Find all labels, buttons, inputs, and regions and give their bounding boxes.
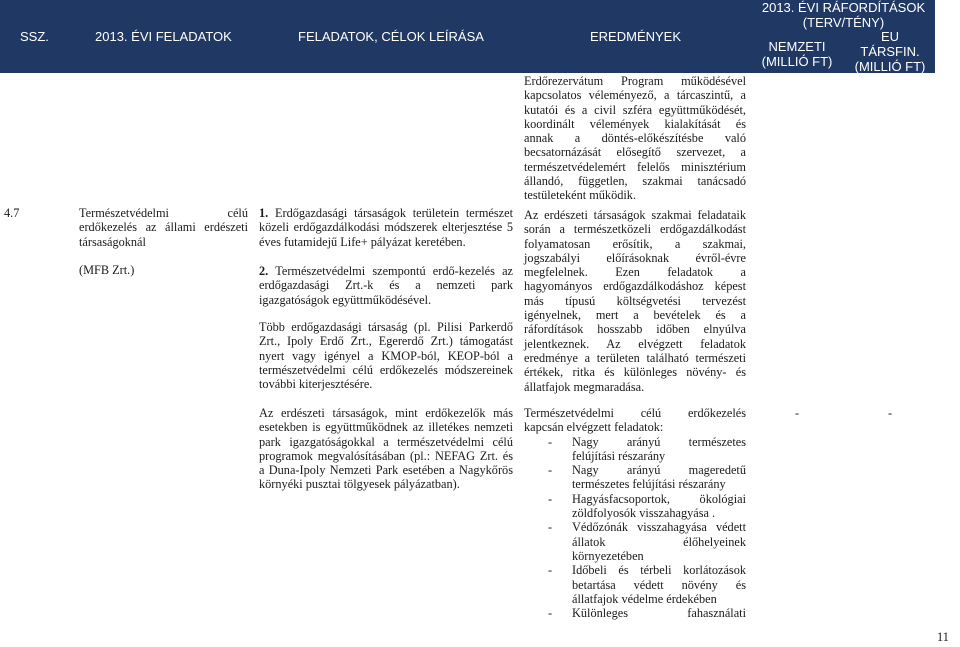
text-line: állatfajok védelme érdekében bbox=[572, 591, 717, 606]
text-line: nyert vagy igényel a KMOP-ból, KEOP-ból a bbox=[259, 348, 513, 363]
item-number: 1. bbox=[259, 206, 269, 220]
row1-results bbox=[524, 74, 746, 203]
list-item bbox=[524, 435, 746, 464]
text-line: erdőgazdasági Zrt.-k és a nemzeti park bbox=[259, 278, 513, 293]
list-item bbox=[524, 520, 746, 563]
text-line: további kiterjesztésére. bbox=[259, 377, 373, 392]
text-line: Védőzónák visszahagyása védett bbox=[572, 520, 746, 535]
list-item-text bbox=[572, 563, 746, 606]
text-line bbox=[259, 206, 513, 220]
list-item bbox=[524, 606, 746, 620]
text-line: Nagy arányú természetes bbox=[572, 434, 746, 449]
text-line: park igazgatóságokkal a természetvédelmi célú bbox=[259, 434, 513, 449]
text-line: erdőkezelés az állami erdészeti bbox=[79, 220, 248, 235]
list-bullet: - bbox=[548, 563, 553, 578]
row2-number bbox=[4, 206, 64, 220]
header-national-line: NEMZETI bbox=[768, 38, 826, 54]
header-eu-line: TÁRSFIN. bbox=[860, 43, 920, 59]
text-line: felújítási részarány bbox=[572, 448, 666, 463]
text-line: Természetvédelmi célú erdőkezelés bbox=[524, 406, 746, 420]
list-bullet: - bbox=[548, 520, 553, 535]
row3-eu-value: - bbox=[887, 406, 893, 420]
list-bullet: - bbox=[548, 463, 553, 478]
text-line: Különleges fahasználati bbox=[572, 606, 746, 621]
text-line: kutatói és a civil szféra együttműködését, bbox=[524, 102, 746, 117]
text-line: zöldfolyosók visszahagyása . bbox=[572, 506, 716, 521]
header-tasks: 2013. ÉVI FELADATOK bbox=[95, 29, 232, 44]
text-line: értékek, ritka és különleges növény- és bbox=[524, 365, 746, 380]
row2-results bbox=[524, 208, 746, 394]
text-line: Erdőrezervátum Program működésével bbox=[524, 74, 746, 88]
text-line: Zrt., Ipoly Erdő Zrt., Egererdő Zrt.) támogatást bbox=[259, 334, 513, 349]
text-line: Időbeli és térbeli korlátozások bbox=[572, 563, 746, 578]
text-line: a Duna-Ipoly Nemzeti Park esetében a Nagykőrös bbox=[259, 463, 513, 478]
text-line: igényelnek, mert a bevételek és a bbox=[524, 308, 746, 323]
results-intro bbox=[524, 406, 746, 435]
text-line: Természetvédelmi célú bbox=[79, 206, 248, 220]
header-results: EREDMÉNYEK bbox=[590, 29, 682, 44]
text-line: éves futamidejű Life+ pályázat keretében. bbox=[259, 234, 466, 249]
results-list bbox=[524, 435, 746, 621]
table-header bbox=[0, 0, 935, 73]
header-eu-line: (MILLIÓ FT) bbox=[854, 58, 926, 74]
text-line: eredménye a területen található természeti bbox=[524, 350, 746, 365]
list-item bbox=[524, 563, 746, 606]
text-line: Hagyásfacsoportok, ökológiai bbox=[572, 491, 746, 506]
row3-results bbox=[524, 406, 746, 620]
text-line: állandó, független, szakmai tanácsadó bbox=[524, 174, 746, 189]
header-eu-line: EU bbox=[880, 28, 900, 44]
text-line: folyamatosan erősítik, a szakmai, bbox=[524, 236, 746, 251]
text-line: koordinált vélemények kialakítását és bbox=[524, 116, 746, 131]
row2-task-org bbox=[79, 263, 248, 277]
text-line: közeli erdőgazdálkodási módszerek elterjesztése 5 bbox=[259, 220, 513, 235]
text-line: ráfordítások hosszabb időben elnyúlva bbox=[524, 322, 746, 337]
page-number: 11 bbox=[937, 630, 949, 644]
text-line: természetvédelmi célú erdőkezelés módszereinek bbox=[259, 362, 513, 377]
text-span: Természetvédelmi szempontú erdő-kezelés az bbox=[275, 264, 514, 278]
list-item bbox=[524, 463, 746, 492]
text-line: természetes felújítási részarány bbox=[572, 477, 726, 492]
text-line bbox=[259, 264, 513, 278]
text-line: igazgatóságok együttműködésével. bbox=[259, 292, 432, 307]
text-line: Több erdőgazdasági társaság (pl. Pilisi Parkerdő bbox=[259, 320, 513, 334]
text-line: Az erdészeti társaságok szakmai feladataik bbox=[524, 208, 746, 222]
header-expenditure-title bbox=[752, 1, 935, 30]
list-item bbox=[524, 492, 746, 521]
text-line: hagyományos erdőgazdálkodáshoz képest bbox=[524, 279, 746, 294]
row2-description-paragraph-3 bbox=[259, 320, 513, 391]
list-item-text bbox=[572, 492, 746, 521]
text-line: során a természetközeli erdőgazdálkodást bbox=[524, 222, 746, 237]
list-bullet: - bbox=[548, 434, 553, 449]
text-line: betartása védett növény és bbox=[572, 577, 746, 592]
text-line: természetvédelemért felelős minisztérium bbox=[524, 159, 746, 174]
text-line: kapcsán elvégzett feladatok: bbox=[524, 420, 664, 435]
header-expenditure-title-line: 2013. ÉVI RÁFORDÍTÁSOK bbox=[761, 0, 926, 15]
text-line: testületeként működik. bbox=[524, 188, 637, 203]
text-line: megfelelnek. Ezen feladatok a bbox=[524, 265, 746, 280]
description-lines bbox=[259, 220, 513, 249]
description-lines bbox=[259, 278, 513, 307]
list-bullet: - bbox=[548, 606, 553, 621]
list-bullet: - bbox=[548, 491, 553, 506]
task-organization: (MFB Zrt.) bbox=[79, 263, 135, 277]
text-line: Nagy arányú mageredetű bbox=[572, 463, 746, 478]
text-line: kapcsolatos véleményező, a tárcaszintű, a bbox=[524, 88, 746, 103]
row2-task bbox=[79, 206, 248, 249]
text-span: Erdőgazdasági társaságok területein természet bbox=[274, 206, 513, 220]
text-line: becsatornázását elősegítő szervezet, a bbox=[524, 145, 746, 160]
row-number: 4.7 bbox=[4, 206, 20, 220]
text-line: más típusú költségvetési tervezést bbox=[524, 293, 746, 308]
text-line: jogszabályi előírásoknak évről-évre bbox=[524, 250, 746, 265]
list-item-text bbox=[572, 520, 746, 563]
header-eu bbox=[845, 29, 935, 74]
row2-description-item-1 bbox=[259, 206, 513, 249]
list-item-text bbox=[572, 435, 746, 464]
text-line: állatok élőhelyeinek bbox=[572, 534, 746, 549]
list-item-text bbox=[572, 463, 746, 492]
header-national bbox=[752, 39, 842, 69]
text-line: esetekben is együttműködnek az illetékes nemzeti bbox=[259, 420, 513, 435]
text-line: környéki pusztai tölgyesek pályázatban). bbox=[259, 477, 460, 492]
text-line: jelentkeznek. Az elvégzett feladatok bbox=[524, 336, 746, 351]
header-expenditure-title-line: (TERV/TÉNY) bbox=[802, 14, 885, 30]
text-line: Az erdészeti társaságok, mint erdőkezelők más bbox=[259, 406, 513, 420]
row2-description-item-2 bbox=[259, 264, 513, 307]
list-item-text bbox=[572, 606, 746, 620]
row3-national-value: - bbox=[794, 406, 800, 420]
item-number: 2. bbox=[259, 264, 269, 278]
text-line: társaságoknál bbox=[79, 234, 146, 249]
header-description: FELADATOK, CÉLOK LEÍRÁSA bbox=[298, 29, 484, 44]
header-national-line: (MILLIÓ FT) bbox=[761, 53, 833, 69]
header-ssz: SSZ. bbox=[20, 29, 49, 44]
text-line: állatfajok megmaradása. bbox=[524, 379, 645, 394]
text-line: környezetében bbox=[572, 548, 644, 563]
row3-description bbox=[259, 406, 513, 492]
text-line: annak a döntés-előkészítésbe való bbox=[524, 131, 746, 146]
text-line: programok megvalósításában (pl.: NEFAG Zrt. és bbox=[259, 448, 513, 463]
